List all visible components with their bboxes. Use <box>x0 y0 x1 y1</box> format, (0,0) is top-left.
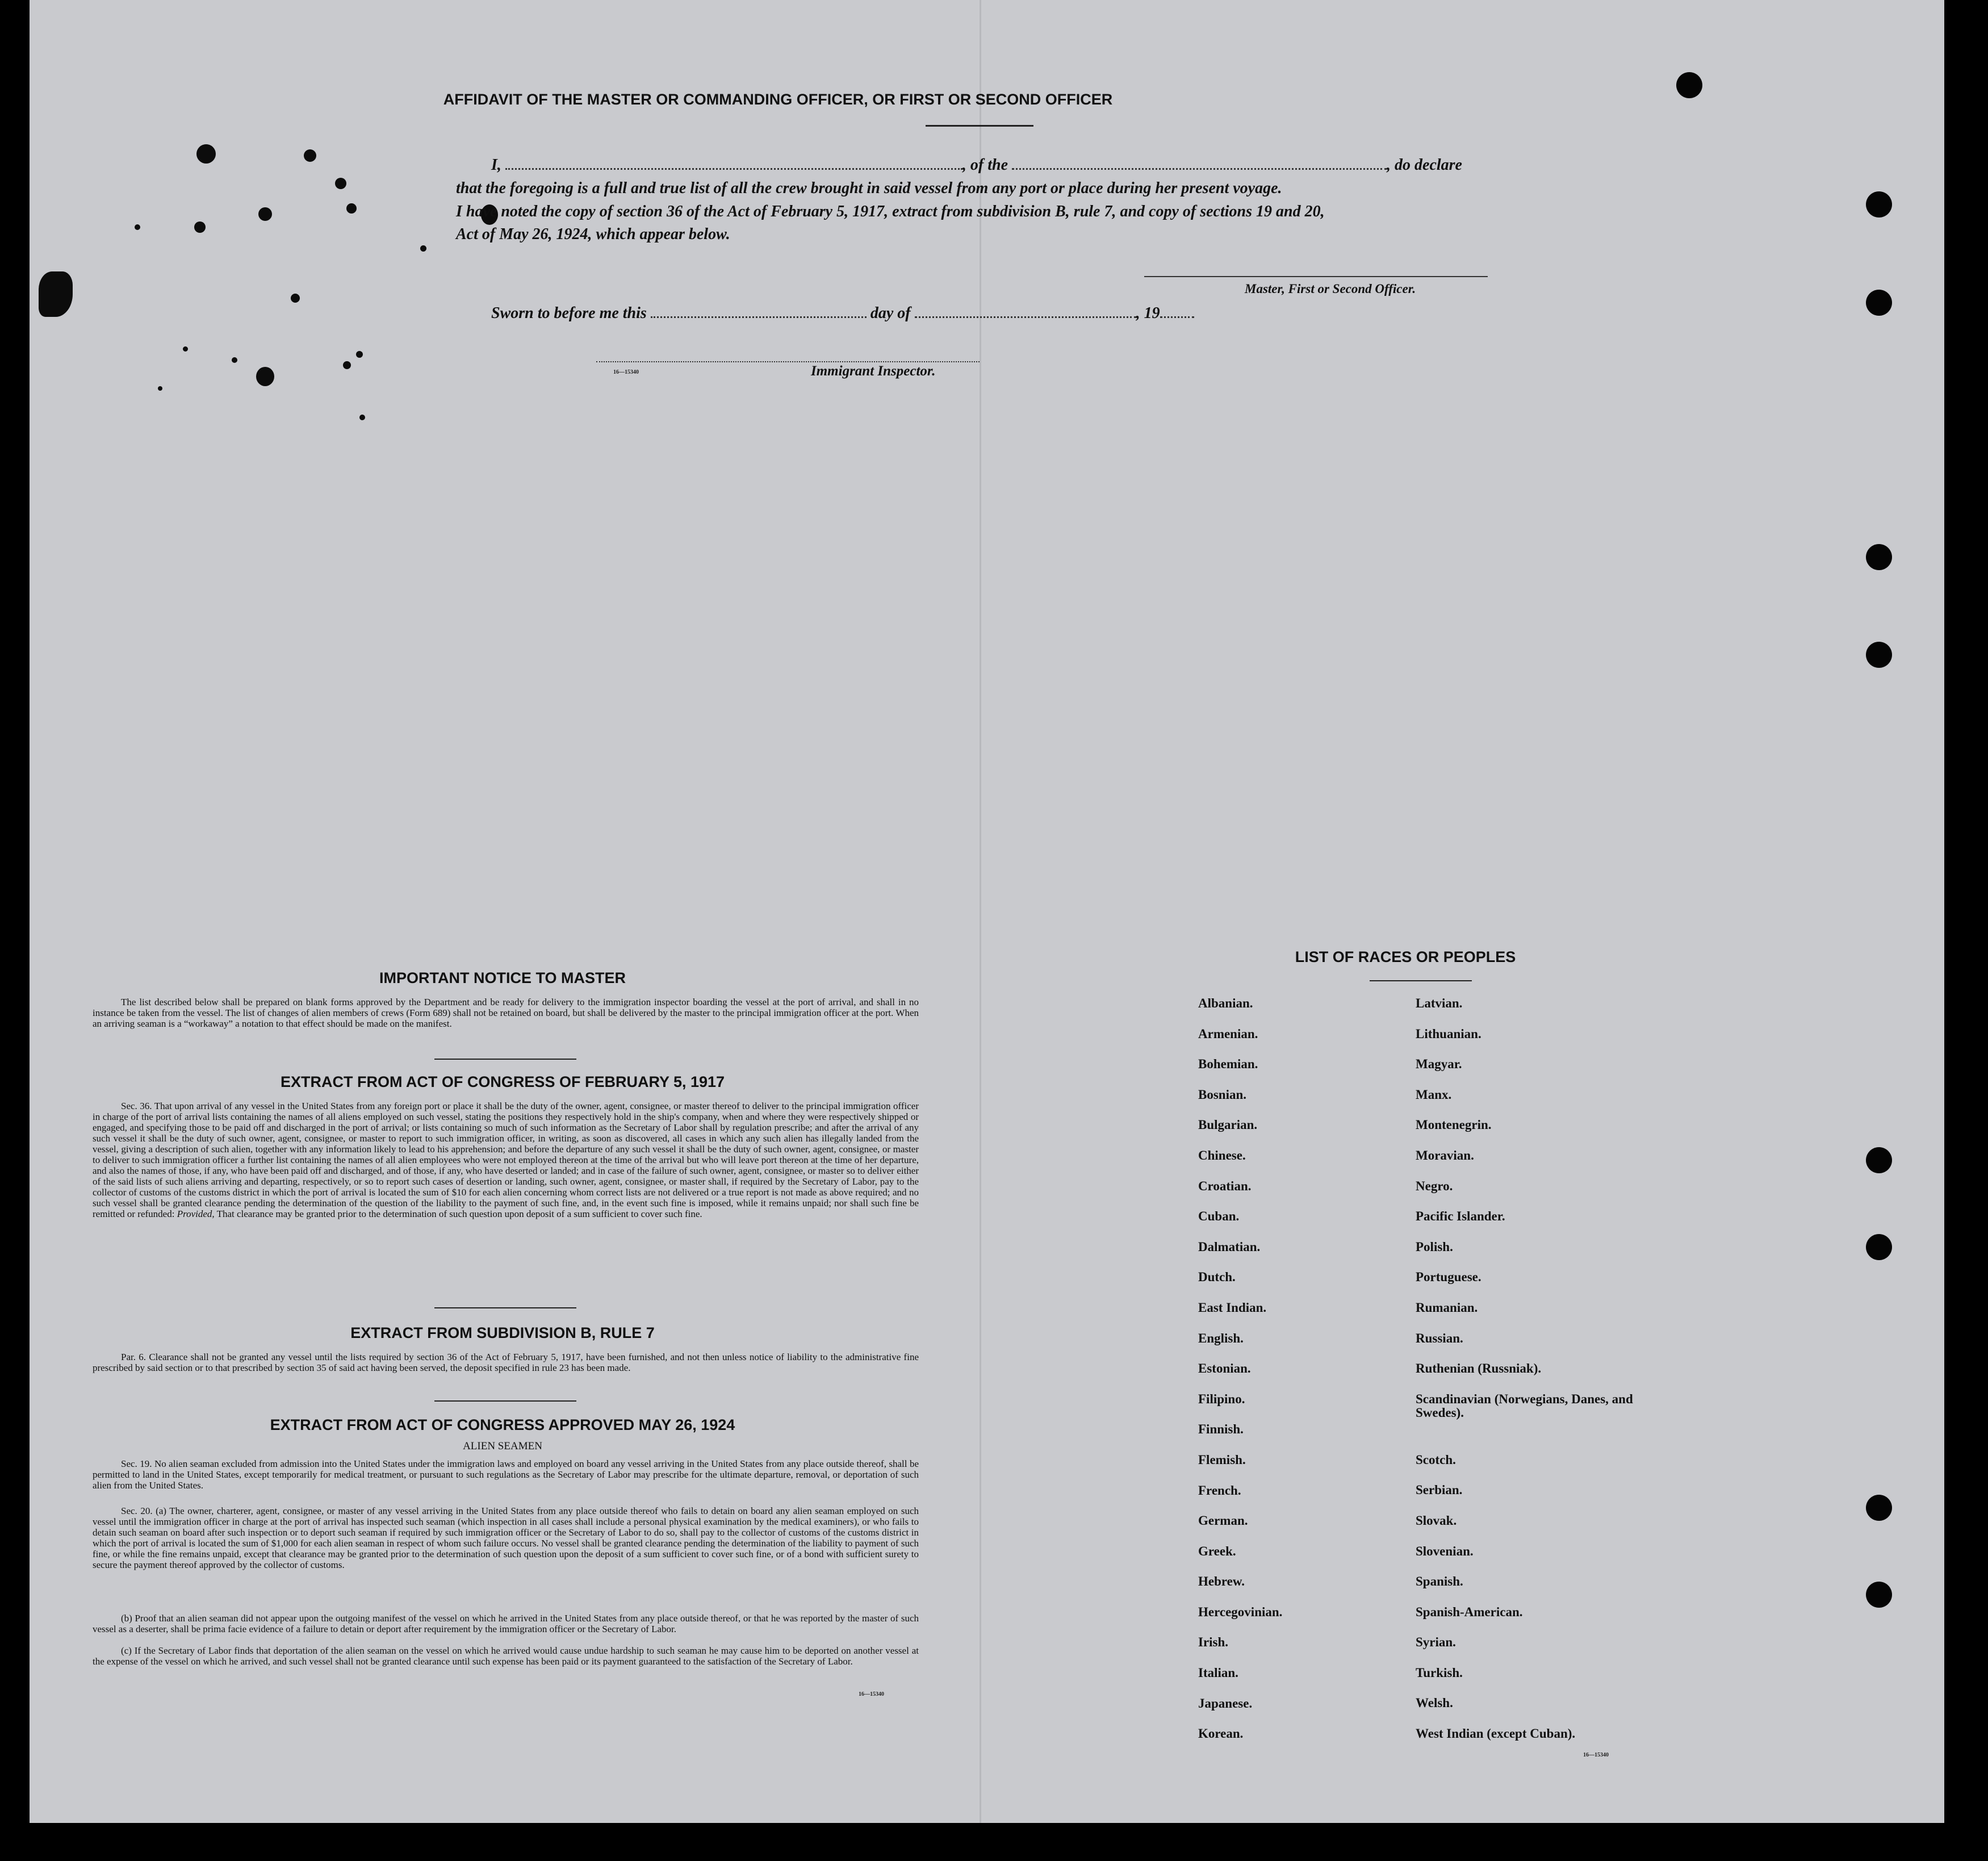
declaration-line-4: Act of May 26, 1924, which appear below. <box>456 225 730 243</box>
race-item: Manx. <box>1416 1087 1452 1102</box>
ink-spot <box>232 357 237 363</box>
race-item: Polish. <box>1416 1239 1453 1254</box>
extract-rule7-text: Par. 6. Clearance shall not be granted any vessel until the lists required by section 36 of the Act of February 5, 1917, have been furnished, and not then unless notice of liability to the administrative fine prescribed by said section or to that prescribed by section 35 of said act having been served, the deposit specified in rule 23 has been made. <box>93 1352 919 1373</box>
section-divider <box>434 1059 576 1060</box>
sec-20-label: Sec. 20. <box>121 1505 153 1516</box>
race-item: Bulgarian. <box>1198 1118 1258 1132</box>
race-item: Slovak. <box>1416 1513 1457 1528</box>
races-title: LIST OF RACES OR PEOPLES <box>1295 948 1516 965</box>
sworn-day-field[interactable] <box>651 316 867 318</box>
sec-20a-body: (a) The owner, charterer, agent, consignee, or master of any vessel arriving in the United States from any place outside thereof who fails to detain on board any alien seaman employed on such vessel until the immigration officer in charge at the port of arrival has inspected such seaman (which inspection in all cases shall include a personal physical examination by the medical examiners), or who fails to detain such seaman on board after such inspection or to deport such seaman if required by such immigration officer or the Secretary of Labor to do so, shall pay to the collector of customs of the customs district in which the port of arrival is located the sum of $1,000 for each alien seaman in respect of whom such failure occurs. No vessel shall be granted clearance pending the determination of the liability to payment of such fine, or while the fine remains unpaid, except that clearance may be granted prior to the determination of such question upon the deposit of a sum sufficient to cover such fine, or of a bond with sufficient surety to secure the payment thereof approved by the collector of customs. <box>93 1505 919 1570</box>
race-item: Bosnian. <box>1198 1087 1247 1102</box>
race-item: Scotch. <box>1416 1452 1456 1467</box>
sworn-year-field[interactable] <box>1160 316 1194 318</box>
ink-spot <box>39 271 73 317</box>
ink-spot <box>335 178 346 189</box>
race-item: West Indian (except Cuban). <box>1416 1726 1576 1741</box>
race-item: Croatian. <box>1198 1178 1252 1193</box>
inspector-caption: Immigrant Inspector. <box>811 363 936 379</box>
ink-spot <box>135 224 140 230</box>
year-label: , 19 <box>1136 304 1160 322</box>
alien-seamen-subtitle: ALIEN SEAMEN <box>463 1440 542 1452</box>
race-item: Moravian. <box>1416 1148 1474 1162</box>
page-fold <box>980 0 981 1823</box>
form-number: 16—15340 <box>859 1691 884 1697</box>
inspector-signature-line[interactable] <box>596 361 980 362</box>
vessel-name-field[interactable] <box>1012 168 1387 170</box>
binder-hole <box>1866 290 1892 316</box>
of-the-label: , of the <box>962 156 1008 174</box>
ink-spot <box>258 207 272 221</box>
declarant-label: I, <box>491 156 501 174</box>
binder-hole <box>1866 1147 1892 1173</box>
extract-1924-title: EXTRACT FROM ACT OF CONGRESS APPROVED MAY 26, 1924 <box>270 1416 735 1433</box>
race-item: Rumanian. <box>1416 1300 1478 1315</box>
ink-spot <box>359 415 365 420</box>
declaration-line-1 <box>491 156 1462 174</box>
race-item: Serbian. <box>1416 1483 1463 1498</box>
race-item: French. <box>1198 1483 1241 1498</box>
notice-title: IMPORTANT NOTICE TO MASTER <box>379 969 626 986</box>
notice-text: The list described below shall be prepared on blank forms approved by the Department and be ready for delivery to the immigration inspector boarding the vessel at the port of arrival, and shall in no instance be taken from the vessel. The list of changes of alien members of crews (Form 689) shall not be retained on board, but shall be delivered by the master to the principal immigration officer at the port. When an arriving seaman is a “workaway” a notation to that effect should be made on the manifest. <box>93 997 919 1029</box>
master-signature-line[interactable] <box>1144 276 1488 277</box>
extract-1917-title: EXTRACT FROM ACT OF CONGRESS OF FEBRUARY 5, 1917 <box>280 1073 725 1090</box>
race-item: Irish. <box>1198 1635 1229 1650</box>
race-item: Ruthenian (Russniak). <box>1416 1361 1542 1376</box>
sec-36-text-end: That clearance may be granted prior to the determination of such question upon deposit of a sum sufficient to cover such fine. <box>216 1208 702 1219</box>
ink-spot <box>256 367 274 386</box>
sec-19-label: Sec. 19. <box>121 1458 152 1469</box>
race-item: Slovenian. <box>1416 1544 1474 1558</box>
ink-spot <box>291 294 300 303</box>
race-item: Spanish-American. <box>1416 1604 1523 1619</box>
race-item: Latvian. <box>1416 996 1463 1010</box>
race-item: Albanian. <box>1198 996 1253 1010</box>
ink-spot <box>420 245 426 252</box>
sec-20b-text: (b) Proof that an alien seaman did not appear upon the outgoing manifest of the vessel on which he arrived in the United States from any place outside thereof, or that he was reported by the master of such vessel as a deserter, shall be prima facie evidence of a failure to detain or deport after requirement by the immigration officer or the Secretary of Labor. <box>93 1613 919 1634</box>
section-divider <box>434 1307 576 1308</box>
race-item: Cuban. <box>1198 1209 1240 1224</box>
declaration-line-2: that the foregoing is a full and true list of all the crew brought in said vessel from any port or place during her present voyage. <box>456 179 1282 197</box>
races-left-column <box>1198 997 1380 1758</box>
binder-hole <box>1676 72 1702 98</box>
section-divider <box>434 1400 576 1402</box>
day-of-label: day of <box>870 304 911 322</box>
extract-rule7-title: EXTRACT FROM SUBDIVISION B, RULE 7 <box>350 1324 655 1341</box>
race-item: Spanish. <box>1416 1574 1463 1589</box>
binder-hole <box>1866 191 1892 218</box>
ink-spot <box>158 386 162 391</box>
race-item: Greek. <box>1198 1544 1236 1558</box>
sec-20a-text <box>93 1505 919 1570</box>
race-item: Korean. <box>1198 1726 1244 1741</box>
race-item: German. <box>1198 1513 1248 1528</box>
form-number: 16—15340 <box>1583 1752 1609 1758</box>
race-item: Filipino. <box>1198 1391 1245 1406</box>
ink-spot <box>346 203 357 214</box>
race-item: Pacific Islander. <box>1416 1209 1505 1224</box>
race-item: English. <box>1198 1331 1244 1345</box>
race-item: Finnish. <box>1198 1422 1244 1437</box>
race-item: Scandinavian (Norwegians, Danes, and Swedes). <box>1416 1391 1633 1420</box>
declaration-line-3: I have noted the copy of section 36 of the Act of February 5, 1917, extract from subdivision B, rule 7, and copy of sections 19 and 20, <box>456 203 1325 220</box>
sec-36-text: That upon arrival of any vessel in the United States from any foreign port or place it shall be the duty of the owner, agent, consignee, or master thereof to deliver to the principal immigration officer in charge of the port of arrival lists containing the names of all aliens employed on such vessel, stating the positions they respectively hold in the ship's company, when and where they were respectively shipped or engaged, and specifying those to be paid off and discharged in the port of arrival; or lists containing so much of such information as the Secretary of Labor shall by regulation prescribe; and after the arrival of any such vessel it shall be the duty of such owner, agent, consignee, or master to report to such immigration officer, in writing, as soon as discovered, all cases in which any such alien has illegally landed from the vessel, giving a description of such alien, together with any information likely to lead to his apprehension; and before the departure of any such vessel it shall be the duty of such owner, agent, consignee, or master to deliver to such immigration officer a further list containing the names of all alien employees who were not employed thereon at the time of the arrival but who will leave port thereon at the time of her departure, and also the names of those, if any, who have been paid off and discharged, and of those, if any, who have deserted or landed; and in case of the failure of such owner, agent, consignee, or master so to deliver either of the said lists of such aliens arriving and departing, respectively, or so to report such cases of desertion or landing, such owner, agent, consignee, or master shall, if required by the Secretary of Labor, pay to the collector of customs of the customs district in which the port of arrival is located the sum of $10 for each alien concerning whom correct lists are not delivered or a true report is not made as above required; and no such vessel shall be granted clearance pending the determination of the question of the liability to the payment of such fine, and, in the event such fine is imposed, while it remains unpaid; nor shall such fine be remitted or refunded: <box>93 1101 919 1219</box>
race-item: Turkish. <box>1416 1665 1463 1680</box>
race-item: Chinese. <box>1198 1148 1246 1162</box>
race-item: Japanese. <box>1198 1696 1253 1711</box>
race-item: Negro. <box>1416 1178 1453 1193</box>
sworn-month-field[interactable] <box>915 316 1136 318</box>
race-item: Lithuanian. <box>1416 1026 1481 1041</box>
extract-1917-text <box>93 1101 919 1219</box>
binder-hole <box>1866 1495 1892 1521</box>
sec-20c-text: (c) If the Secretary of Labor finds that deportation of the alien seaman on the vessel on which he arrived would cause undue hardship to such seaman he may cause him to be deported on another vessel at the expense of the vessel on which he arrived, and such vessel shall not be granted clearance until such expense has been paid or its payment guaranteed to the satisfaction of the Secretary of Labor. <box>93 1645 919 1667</box>
race-item: Montenegrin. <box>1416 1118 1492 1132</box>
title-underline <box>926 125 1033 127</box>
ink-spot <box>356 351 363 358</box>
race-item: Hebrew. <box>1198 1574 1245 1589</box>
binder-hole <box>1866 1582 1892 1608</box>
race-item: Bohemian. <box>1198 1057 1258 1072</box>
ink-spot <box>343 361 351 369</box>
do-declare-label: , do declare <box>1387 156 1462 174</box>
race-item: Armenian. <box>1198 1026 1258 1041</box>
race-item: Flemish. <box>1198 1452 1246 1467</box>
declarant-name-field[interactable] <box>505 168 962 170</box>
sec-36-label: Sec. 36. <box>121 1101 152 1111</box>
binder-hole <box>1866 544 1892 570</box>
form-number: 16—15340 <box>613 369 639 375</box>
races-title-underline <box>1370 980 1472 981</box>
sec-19-body: No alien seaman excluded from admission into the United States under the immigration laws and employed on board any vessel arriving in the United States from any place outside thereof, shall be permitted to land in the United States, except temporarily for medical treatment, or pursuant to such regulations as the Secretary of Labor may prescribe for the ultimate departure, removal, or deportation of such alien from the United States. <box>93 1458 919 1491</box>
race-item: Estonian. <box>1198 1361 1251 1376</box>
race-item: Russian. <box>1416 1331 1463 1345</box>
races-right-column <box>1416 997 1665 1758</box>
race-item: Welsh. <box>1416 1696 1453 1711</box>
sworn-line <box>491 304 1194 323</box>
ink-spot <box>194 221 206 233</box>
ink-spot <box>183 346 188 352</box>
affidavit-title: AFFIDAVIT OF THE MASTER OR COMMANDING OFFICER, OR FIRST OR SECOND OFFICER <box>443 91 1113 108</box>
master-caption: Master, First or Second Officer. <box>1245 282 1416 296</box>
ink-spot <box>196 144 216 164</box>
race-item: East Indian. <box>1198 1300 1267 1315</box>
race-item: Magyar. <box>1416 1057 1462 1072</box>
provided-label: Provided, <box>177 1208 215 1219</box>
race-item: Dalmatian. <box>1198 1239 1261 1254</box>
ink-spot <box>304 149 316 162</box>
race-item: Portuguese. <box>1416 1270 1481 1285</box>
race-item: Dutch. <box>1198 1270 1236 1285</box>
binder-hole <box>1866 1234 1892 1260</box>
sworn-label: Sworn to before me this <box>491 304 647 322</box>
race-item: Syrian. <box>1416 1635 1456 1650</box>
race-item: Hercegovinian. <box>1198 1604 1283 1619</box>
binder-hole <box>1866 642 1892 668</box>
race-item: Italian. <box>1198 1666 1238 1680</box>
sec-19-text <box>93 1458 919 1491</box>
